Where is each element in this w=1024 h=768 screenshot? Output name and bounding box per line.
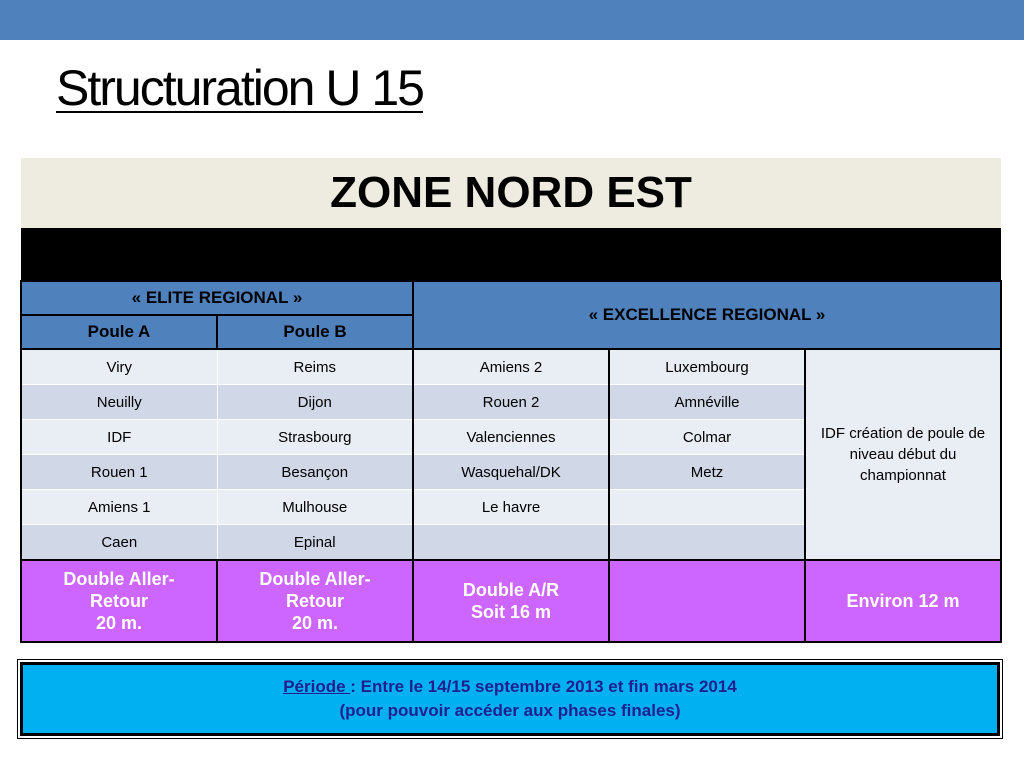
- cell-poule-b: Dijon: [217, 385, 413, 420]
- cell-poule-a: Viry: [21, 349, 217, 385]
- cell-excellence-1: Valenciennes: [413, 420, 609, 455]
- idf-note: IDF création de poule de niveau début du championnat: [805, 349, 1001, 560]
- duration-excellence-2: [609, 560, 805, 642]
- periode-line-2: (pour pouvoir accéder aux phases finales): [339, 701, 681, 720]
- cell-excellence-2: [609, 490, 805, 525]
- zone-table: [20, 158, 1002, 643]
- cell-excellence-1: Wasquehal/DK: [413, 455, 609, 490]
- cell-excellence-1: Le havre: [413, 490, 609, 525]
- periode-label: Période: [283, 677, 351, 696]
- duration-poule-b: Double Aller- Retour 20 m.: [217, 560, 413, 642]
- cell-excellence-1: [413, 525, 609, 561]
- cell-poule-a: Neuilly: [21, 385, 217, 420]
- excellence-regional-header: « EXCELLENCE REGIONAL »: [413, 281, 1001, 349]
- duration-poule-a: Double Aller- Retour 20 m.: [21, 560, 217, 642]
- cell-poule-b: Strasbourg: [217, 420, 413, 455]
- cell-poule-a: Rouen 1: [21, 455, 217, 490]
- cell-poule-a: Caen: [21, 525, 217, 561]
- duration-idf: Environ 12 m: [805, 560, 1001, 642]
- elite-regional-header: « ELITE REGIONAL »: [21, 281, 413, 315]
- cell-poule-b: Reims: [217, 349, 413, 385]
- cell-poule-b: Mulhouse: [217, 490, 413, 525]
- cell-poule-b: Epinal: [217, 525, 413, 561]
- cell-excellence-2: Metz: [609, 455, 805, 490]
- periode-dates: : Entre le 14/15 septembre 2013 et fin mars 2014: [350, 677, 737, 696]
- periode-box: [20, 662, 1000, 736]
- cell-excellence-2: Amnéville: [609, 385, 805, 420]
- slide-title: Structuration U 15: [56, 60, 423, 116]
- cell-poule-a: Amiens 1: [21, 490, 217, 525]
- cell-poule-b: Besançon: [217, 455, 413, 490]
- poule-a-header: Poule A: [21, 315, 217, 349]
- cell-excellence-2: Colmar: [609, 420, 805, 455]
- cell-excellence-1: Rouen 2: [413, 385, 609, 420]
- duration-row: [21, 560, 1001, 642]
- poule-b-header: Poule B: [217, 315, 413, 349]
- cell-excellence-2: [609, 525, 805, 561]
- zone-title: ZONE NORD EST: [21, 158, 1001, 228]
- cell-poule-a: IDF: [21, 420, 217, 455]
- cell-excellence-1: Amiens 2: [413, 349, 609, 385]
- black-separator: [21, 228, 1001, 281]
- cell-excellence-2: Luxembourg: [609, 349, 805, 385]
- duration-excellence-1: Double A/R Soit 16 m: [413, 560, 609, 642]
- table-row: [21, 349, 1001, 385]
- top-accent-bar: [0, 0, 1024, 40]
- periode-line-1: [283, 675, 737, 699]
